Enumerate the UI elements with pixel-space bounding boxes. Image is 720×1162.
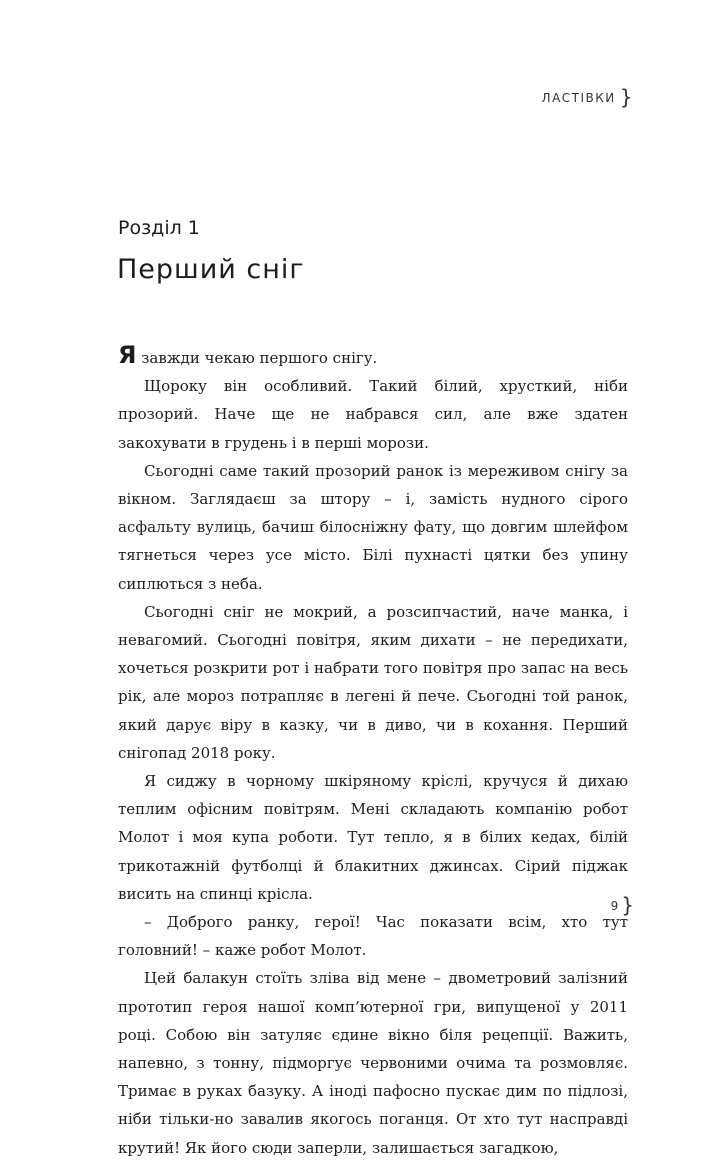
paragraph-opening (118, 343, 628, 372)
chapter-title: Перший сніг (117, 254, 305, 285)
paragraph: Цей балакун стоїть зліва від мене – двометровий залізний прототип героя нашої комп’ютерної гри, випущеної у 2011 році. Собою він затуляє єдине вікно біля рецепції. Важить, напевно, з тонну, підморгує червоними очима та розмовляє. Тримає в руках базуку. А іноді пафосно пускає дим по підлозі, ніби тільки-но завалив якогось поганця. От хто тут насправді крутий! Як його сюди заперли, залишається загадкою, (118, 969, 628, 1157)
chapter-label: Розділ 1 (118, 217, 200, 239)
paragraph: Сьогодні саме такий прозорий ранок із мереживом снігу за вікном. Заглядаєш за штору – і, замість нудного сірого асфальту вулиць, бачиш білосніжну фату, що довгим шлейфом тягнеться через усе місто. Білі пухнасті цятки без упину сиплються з неба. (118, 461, 628, 593)
opening-text: завжди чекаю першого снігу. (136, 349, 378, 367)
drop-cap: Я (118, 341, 137, 369)
paragraph: Щороку він особливий. Такий білий, хрусткий, ніби прозорий. Наче ще не набрався сил, але вже здатен закохувати в грудень і в перші морози. (118, 377, 628, 452)
page-number (610, 893, 634, 917)
body-text (118, 343, 628, 1162)
running-head-title: ЛАСТІВКИ (541, 91, 616, 105)
running-head (541, 85, 634, 109)
paragraph: Сьогодні сніг не мокрий, а розсипчастий, наче манка, і невагомий. Сьогодні повітря, яким дихати – не передихати, хочеться розкрити рот і набрати того повітря про запас на весь рік, але мороз потрапляє в легені й пече. Сьогодні той ранок, який дарує віру в казку, чи в диво, чи в кохання. Перший снігопад 2018 року. (118, 602, 628, 762)
page-number-brace: } (621, 893, 634, 917)
paragraph: Я сиджу в чорному шкіряному кріслі, кручуся й дихаю теплим офісним повітрям. Мені складають компанію робот Молот і моя купа роботи. Тут тепло, я в білих кедах, білій трикотажній футболці й блакитних джинсах. Сірий піджак висить на спинці крісла. (118, 772, 628, 903)
paragraph-dialogue: – Доброго ранку, герої! Час показати всім, хто тут головний! – каже робот Молот. (118, 913, 628, 960)
running-head-brace: } (619, 85, 634, 109)
page-number-value: 9 (610, 899, 619, 913)
